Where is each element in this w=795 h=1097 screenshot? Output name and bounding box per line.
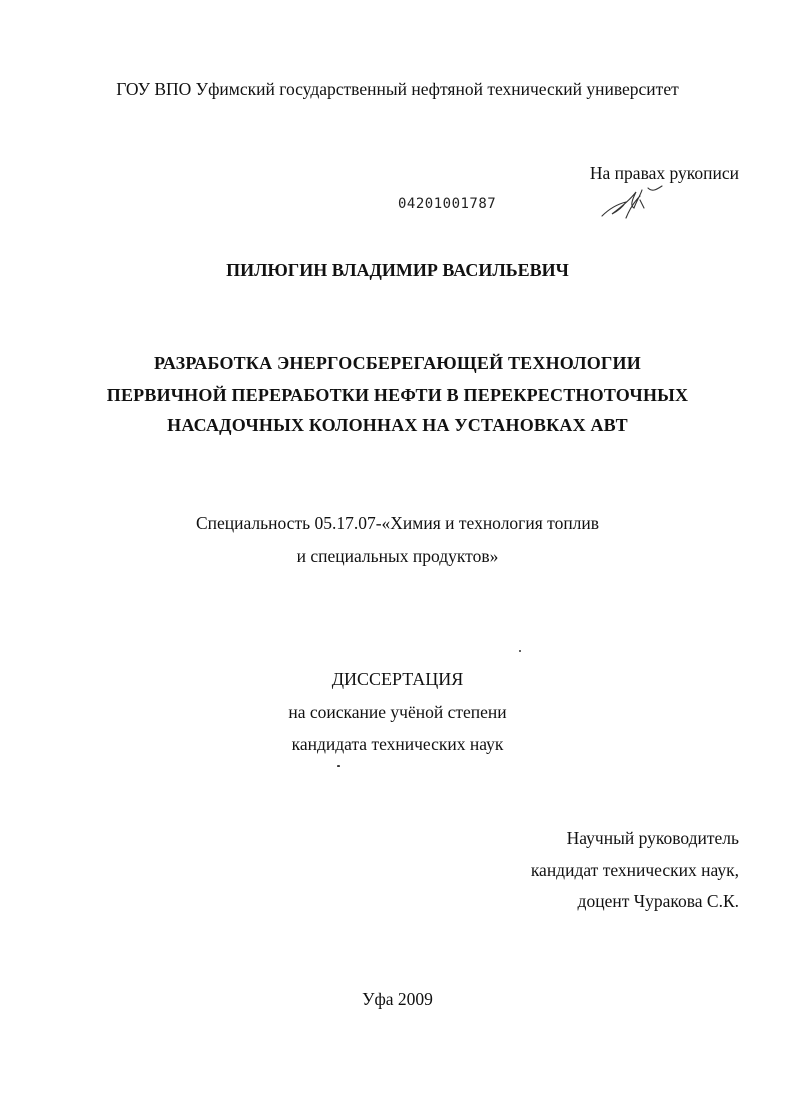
handwritten-signature bbox=[596, 178, 676, 222]
title-line-1: РАЗРАБОТКА ЭНЕРГОСБЕРЕГАЮЩЕЙ ТЕХНОЛОГИИ bbox=[154, 353, 641, 373]
manuscript-note: На правах рукописи bbox=[589, 163, 739, 183]
title-line-3: НАСАДОЧНЫХ КОЛОННАХ НА УСТАНОВКАХ АВТ bbox=[167, 415, 628, 435]
supervisor-line-1: Научный руководитель bbox=[566, 828, 739, 848]
university-name: ГОУ ВПО Уфимский государственный нефтяной технический университет bbox=[116, 79, 679, 99]
supervisor-line-2: кандидат технических наук, bbox=[530, 860, 739, 880]
scan-speck bbox=[519, 650, 521, 652]
specialty-line-2: и специальных продуктов» bbox=[296, 546, 499, 566]
degree-line-2: кандидата технических наук bbox=[291, 734, 504, 754]
registration-number: 04201001787 bbox=[398, 196, 497, 212]
author-name: ПИЛЮГИН ВЛАДИМИР ВАСИЛЬЕВИЧ bbox=[226, 260, 569, 280]
scan-speck bbox=[337, 765, 340, 767]
dissertation-label: ДИССЕРТАЦИЯ bbox=[331, 669, 464, 689]
city-year: Уфа 2009 bbox=[362, 989, 433, 1009]
specialty-line-1: Специальность 05.17.07-«Химия и технология топлив bbox=[195, 513, 600, 533]
title-line-2: ПЕРВИЧНОЙ ПЕРЕРАБОТКИ НЕФТИ В ПЕРЕКРЕСТНОТОЧНЫХ bbox=[106, 385, 689, 405]
supervisor-line-3: доцент Чуракова С.К. bbox=[577, 891, 739, 911]
degree-line-1: на соискание учёной степени bbox=[288, 702, 507, 722]
